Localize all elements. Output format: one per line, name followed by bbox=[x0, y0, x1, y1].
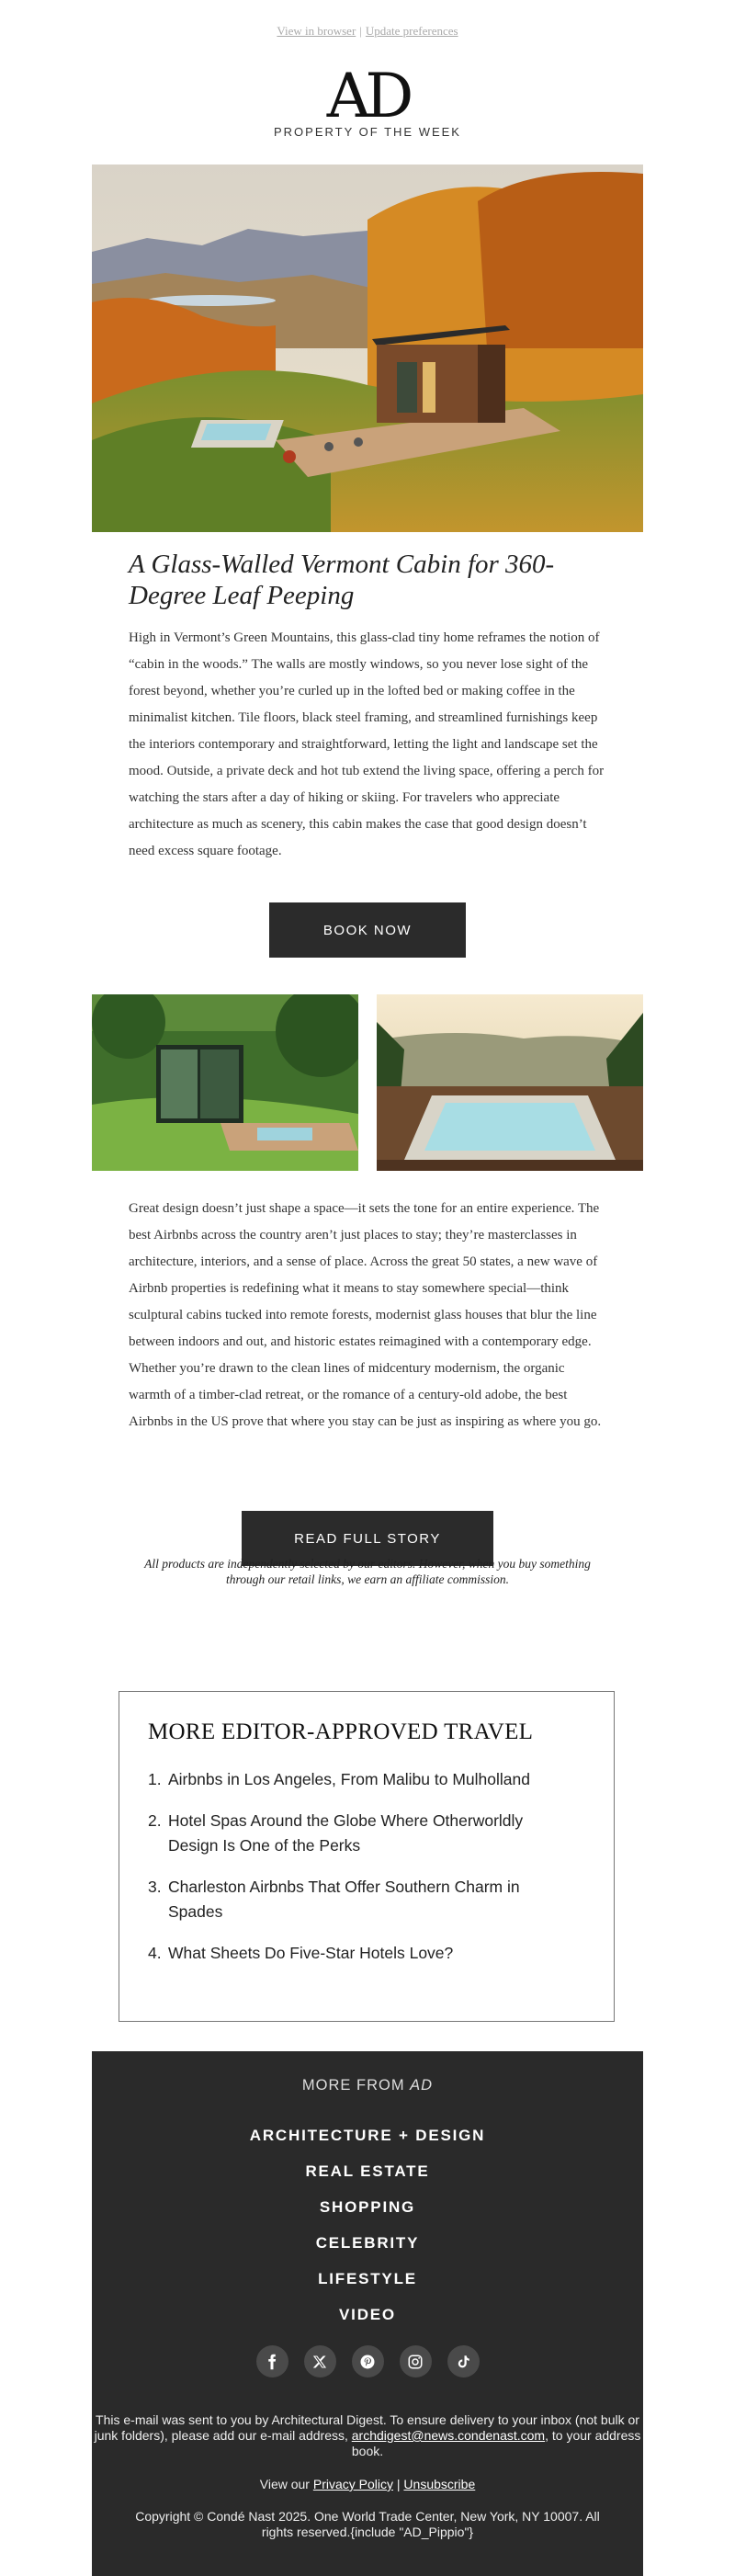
view-in-browser-link[interactable]: View in browser bbox=[277, 24, 356, 38]
list-item-number: 1. bbox=[148, 1770, 162, 1788]
article-intro-paragraph: High in Vermont’s Green Mountains, this glass-clad tiny home reframes the notion of “cabin in the woods.” The walls are mostly windows, so you never lose sight of the forest beyond, whether you’re curled up in the lofted bed or making coffee in the minimalist kitchen. Tile floors, black steel framing, and streamlined furnishings keep the interiors contemporary and straightforward, letting the light and landscape set the mood. Outside, a private deck and hot tub extend the living space, offering a perch for watching the stars after a day of hiking or skiing. For travelers who appreciate architecture as much as scenery, this cabin makes the case that good design doesn’t need excess square footage. bbox=[129, 630, 605, 858]
property-of-the-week-label: PROPERTY OF THE WEEK bbox=[274, 125, 461, 139]
policy-separator: | bbox=[393, 2477, 404, 2491]
sent-notice-text: This e-mail was sent to you by Architectural Digest. To ensure delivery to your inbox (not bulk or junk folders), please add our e-mail address, bbox=[94, 2412, 639, 2443]
affiliate-disclaimer: All products are independently selected by our editors. However, when you buy something through our retail links, we earn an affiliate commission. bbox=[144, 1557, 591, 1586]
instagram-icon[interactable] bbox=[400, 2345, 432, 2377]
editor-list bbox=[148, 1767, 571, 1982]
footer bbox=[92, 2051, 643, 2576]
hot-tub-view-illustration bbox=[377, 994, 643, 1171]
editor-list-item[interactable] bbox=[148, 1875, 571, 1924]
top-links-separator: | bbox=[359, 24, 362, 38]
footer-nav-lifestyle[interactable]: LIFESTYLE bbox=[318, 2270, 417, 2287]
newsletter-email-link[interactable]: archdigest@news.condenast.com bbox=[351, 2428, 546, 2443]
read-full-story-button[interactable]: READ FULL STORY bbox=[242, 1511, 493, 1566]
top-links bbox=[0, 24, 735, 39]
list-item-number: 4. bbox=[148, 1944, 162, 1962]
x-icon[interactable] bbox=[304, 2345, 336, 2377]
update-preferences-link[interactable]: Update preferences bbox=[365, 24, 458, 38]
editor-approved-box bbox=[119, 1691, 615, 2022]
more-from-prefix: MORE FROM bbox=[301, 2077, 411, 2094]
footer-nav-shopping[interactable]: SHOPPING bbox=[319, 2198, 416, 2216]
hot-tub-view-image[interactable] bbox=[377, 994, 643, 1171]
book-now-button[interactable]: BOOK NOW bbox=[269, 902, 466, 958]
policy-links bbox=[92, 2477, 643, 2492]
article-body-paragraph: Great design doesn’t just shape a space—it sets the tone for an entire experience. The best Airbnbs across the country aren’t just places to stay; they’re masterclasses in architecture, interiors, and a sense of place. Across the great 50 states, a new wave of Airbnb properties is redefining what it means to stay somewhere special—think sculptural cabins tucked into remote forests, modernist glass houses that blur the line between indoors and out, and historic estates reimagined with a contemporary edge. Whether you’re drawn to the clean lines of midcentury modernism, the organic warmth of a timber-clad retreat, or the romance of a century-old adobe, the best Airbnbs in the US prove that where you stay can be just as inspiring as where you go. bbox=[129, 1201, 602, 1429]
footer-nav-architecture-design[interactable]: ARCHITECTURE + DESIGN bbox=[249, 2127, 486, 2144]
more-from-heading bbox=[92, 2077, 643, 2094]
footer-nav-celebrity[interactable]: CELEBRITY bbox=[315, 2234, 420, 2252]
facebook-icon[interactable] bbox=[256, 2345, 288, 2377]
more-from-brand: AD bbox=[410, 2077, 434, 2094]
tiktok-icon[interactable] bbox=[447, 2345, 480, 2377]
list-item-number: 3. bbox=[148, 1878, 162, 1896]
footer-nav-video[interactable]: VIDEO bbox=[339, 2306, 396, 2323]
social-links bbox=[92, 2345, 643, 2377]
cabin-exterior-illustration bbox=[92, 994, 358, 1171]
editor-box-title: MORE EDITOR-APPROVED TRAVEL bbox=[148, 1719, 534, 1744]
privacy-policy-link[interactable]: Privacy Policy bbox=[312, 2477, 393, 2491]
article-headline: A Glass-Walled Vermont Cabin for 360-Degree Leaf Peeping bbox=[129, 550, 555, 610]
hero-cabin-illustration bbox=[92, 165, 643, 532]
cabin-exterior-image[interactable] bbox=[92, 994, 358, 1171]
list-item-link[interactable]: What Sheets Do Five-Star Hotels Love? bbox=[168, 1944, 454, 1962]
footer-nav-real-estate[interactable]: REAL ESTATE bbox=[305, 2162, 430, 2180]
editor-list-item[interactable] bbox=[148, 1767, 571, 1792]
list-item-link[interactable]: Airbnbs in Los Angeles, From Malibu to Mulholland bbox=[168, 1770, 530, 1788]
footer-nav bbox=[92, 2117, 643, 2332]
ad-logo[interactable]: AD bbox=[326, 61, 409, 131]
list-item-link[interactable]: Hotel Spas Around the Globe Where Otherworldly Design Is One of the Perks bbox=[168, 1811, 524, 1855]
view-our-text: View our bbox=[259, 2477, 313, 2491]
pinterest-icon[interactable] bbox=[352, 2345, 384, 2377]
editor-list-item[interactable] bbox=[148, 1809, 571, 1858]
list-item-link[interactable]: Charleston Airbnbs That Offer Southern Charm in Spades bbox=[168, 1878, 520, 1921]
unsubscribe-link[interactable]: Unsubscribe bbox=[403, 2477, 476, 2491]
list-item-number: 2. bbox=[148, 1811, 162, 1830]
sent-notice bbox=[92, 2412, 643, 2459]
sent-notice-end: , to your address book. bbox=[351, 2428, 641, 2458]
copyright-text: Copyright © Condé Nast 2025. One World Trade Center, New York, NY 10007. All rights reserved.{include "AD_Pippio"} bbox=[135, 2509, 600, 2539]
editor-list-item[interactable] bbox=[148, 1941, 571, 1966]
hero-image[interactable] bbox=[92, 165, 643, 532]
